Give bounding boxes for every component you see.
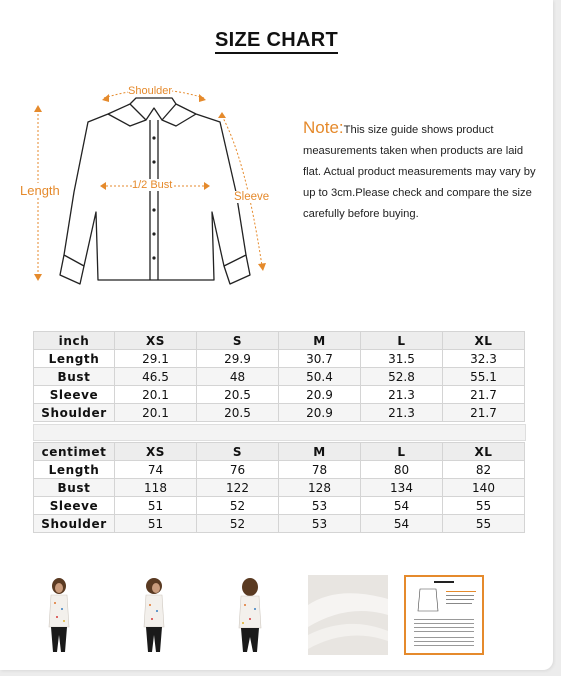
unit-header: centimet: [34, 443, 115, 461]
table-header-row: [34, 443, 525, 461]
thumbnail-fabric-detail[interactable]: [308, 575, 388, 655]
thumbnail-model-back[interactable]: [210, 575, 290, 655]
cm-size-table: [33, 442, 525, 533]
table-cell: 82: [443, 461, 525, 479]
table-cell: 32.3: [443, 350, 525, 368]
table-cell: 52.8: [361, 368, 443, 386]
length-label: Length: [20, 183, 60, 198]
table-cell: 52: [197, 497, 279, 515]
table-cell: 80: [361, 461, 443, 479]
table-cell: 20.1: [115, 386, 197, 404]
page-title: SIZE CHART: [0, 29, 553, 52]
bust-label: 1/2 Bust: [132, 179, 173, 191]
table-cell: 30.7: [279, 350, 361, 368]
table-row: [34, 461, 525, 479]
table-cell: 78: [279, 461, 361, 479]
table-cell: 52: [197, 515, 279, 533]
table-row: [34, 350, 525, 368]
table-cell: 54: [361, 497, 443, 515]
shoulder-label: Shoulder: [128, 85, 173, 97]
table-cell: 46.5: [115, 368, 197, 386]
table-cell: 54: [361, 515, 443, 533]
size-header: L: [361, 332, 443, 350]
table-cell: 118: [115, 479, 197, 497]
table-cell: 51: [115, 515, 197, 533]
table-cell: 140: [443, 479, 525, 497]
thumbnail-size-chart[interactable]: [404, 575, 484, 655]
table-cell: 20.1: [115, 404, 197, 422]
table-cell: 128: [279, 479, 361, 497]
table-cell: 53: [279, 515, 361, 533]
table-cell: 122: [197, 479, 279, 497]
size-note: [303, 117, 538, 225]
table-cell: 55: [443, 515, 525, 533]
row-label: Length: [34, 461, 115, 479]
sleeve-label: Sleeve: [234, 191, 270, 203]
inch-size-table: [33, 331, 525, 422]
table-cell: 29.9: [197, 350, 279, 368]
thumbnail-model-front[interactable]: [18, 575, 98, 655]
table-row: [34, 497, 525, 515]
size-header: XL: [443, 443, 525, 461]
size-header: L: [361, 443, 443, 461]
table-cell: 74: [115, 461, 197, 479]
table-cell: 29.1: [115, 350, 197, 368]
table-cell: 21.7: [443, 386, 525, 404]
size-header: XS: [115, 443, 197, 461]
row-label: Length: [34, 350, 115, 368]
table-cell: 48: [197, 368, 279, 386]
table-cell: 20.9: [279, 386, 361, 404]
size-header: S: [197, 332, 279, 350]
table-cell: 20.9: [279, 404, 361, 422]
row-label: Shoulder: [34, 515, 115, 533]
size-header: M: [279, 443, 361, 461]
table-cell: 31.5: [361, 350, 443, 368]
size-header: XL: [443, 332, 525, 350]
table-cell: 55: [443, 497, 525, 515]
row-label: Sleeve: [34, 497, 115, 515]
table-cell: 21.3: [361, 404, 443, 422]
unit-header: inch: [34, 332, 115, 350]
note-heading: Note:: [303, 118, 344, 137]
table-cell: 20.5: [197, 386, 279, 404]
table-cell: 134: [361, 479, 443, 497]
note-text: This size guide shows product measurements taken when products are laid flat. Actual product measurements may vary by up to 3cm.Please check and compare the size carefully before buying.: [303, 124, 536, 220]
size-header: S: [197, 443, 279, 461]
table-cell: 20.5: [197, 404, 279, 422]
table-spacer-row: [33, 424, 526, 441]
thumbnail-model-side[interactable]: [114, 575, 194, 655]
table-row: [34, 515, 525, 533]
table-row: [34, 479, 525, 497]
table-cell: 21.7: [443, 404, 525, 422]
table-cell: 76: [197, 461, 279, 479]
table-row: [34, 386, 525, 404]
table-header-row: [34, 332, 525, 350]
table-cell: 21.3: [361, 386, 443, 404]
row-label: Bust: [34, 479, 115, 497]
size-header: XS: [115, 332, 197, 350]
size-header: M: [279, 332, 361, 350]
table-cell: 55.1: [443, 368, 525, 386]
table-cell: 51: [115, 497, 197, 515]
table-row: [34, 368, 525, 386]
row-label: Bust: [34, 368, 115, 386]
row-label: Shoulder: [34, 404, 115, 422]
table-cell: 53: [279, 497, 361, 515]
shirt-diagram: [14, 80, 304, 290]
table-row: [34, 404, 525, 422]
table-cell: 50.4: [279, 368, 361, 386]
row-label: Sleeve: [34, 386, 115, 404]
